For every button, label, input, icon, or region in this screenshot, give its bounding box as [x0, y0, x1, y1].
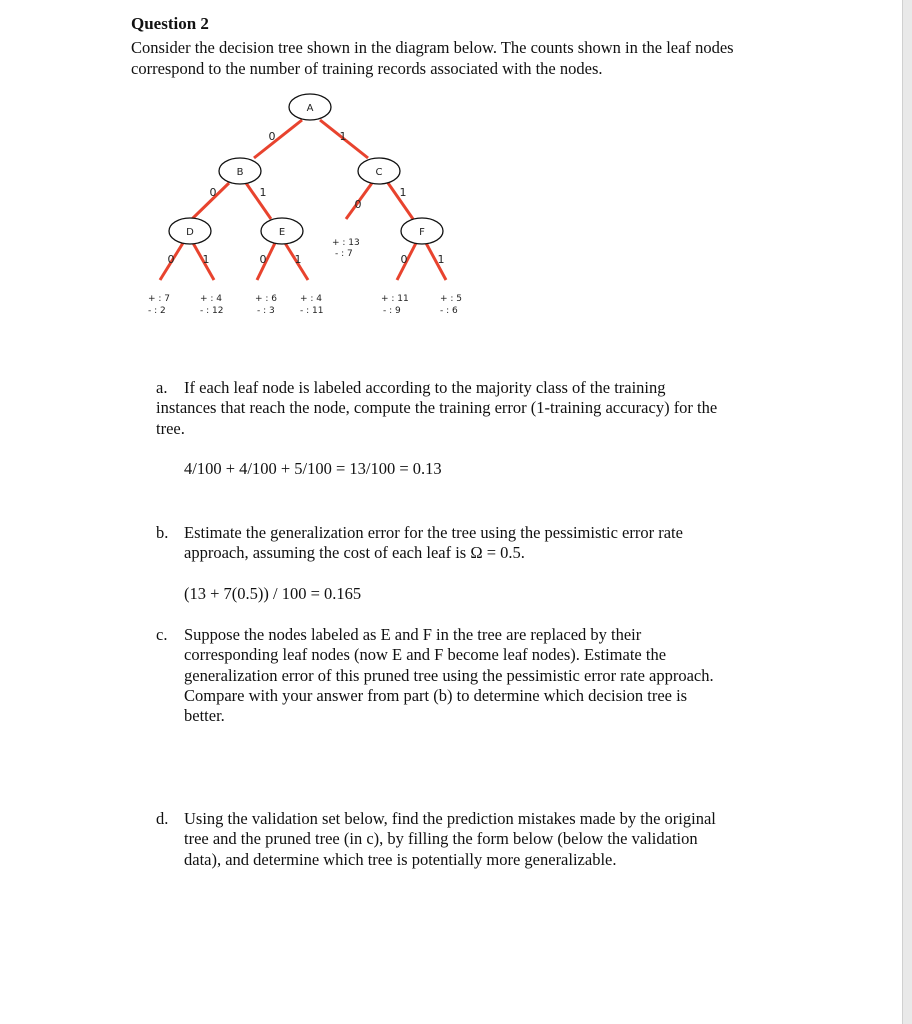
part-b-letter: b.: [156, 523, 169, 542]
question-title: Question 2: [131, 14, 209, 33]
leaf-e0-pos: + : 6: [255, 294, 278, 304]
edge-label-b-e: 1: [259, 186, 267, 199]
part-c-line3: generalization error of this pruned tree using the pessimistic error rate approach.: [184, 666, 714, 685]
edge-label-e-r: 1: [294, 253, 302, 266]
edge-label-a-c: 1: [339, 130, 347, 143]
leaf-f1-neg: - : 6: [440, 306, 458, 316]
part-c-line5: better.: [184, 706, 225, 725]
question-intro: Consider the decision tree shown in the diagram below. The counts shown in the leaf nodes correspond to the number of training records associated with the nodes.: [131, 38, 734, 78]
edge-label-f-r: 1: [437, 253, 445, 266]
part-c-letter: c.: [156, 625, 168, 644]
part-d-line1: Using the validation set below, find the prediction mistakes made by the original: [184, 809, 716, 828]
leaf-d1-neg: - : 12: [200, 306, 224, 316]
part-c-line2: corresponding leaf nodes (now E and F become leaf nodes). Estimate the: [184, 645, 667, 664]
edge-label-a-b: 0: [268, 130, 276, 143]
leaf-d0-neg: - : 2: [148, 306, 166, 316]
leaf-f0-neg: - : 9: [383, 306, 401, 316]
part-d-letter: d.: [156, 809, 169, 828]
node-f-label: F: [419, 227, 425, 238]
node-c-label: C: [375, 167, 383, 178]
leaf-f0-pos: + : 11: [381, 294, 409, 304]
leaf-e1-neg: - : 11: [300, 306, 324, 316]
part-b-line2: approach, assuming the cost of each leaf is Ω = 0.5.: [184, 543, 525, 562]
edge-label-b-d: 0: [209, 186, 217, 199]
part-d-line3: data), and determine which tree is potentially more generalizable.: [184, 850, 617, 869]
node-a-label: A: [306, 103, 314, 114]
node-e-label: E: [278, 227, 286, 238]
edge-label-c-leaf: 0: [354, 198, 362, 211]
part-a-answer: 4/100 + 4/100 + 5/100 = 13/100 = 0.13: [184, 459, 442, 478]
decision-tree-diagram: [0, 0, 912, 340]
part-c-line4: Compare with your answer from part (b) to determine which decision tree is: [184, 686, 688, 705]
part-c-line1: Suppose the nodes labeled as E and F in the tree are replaced by their: [184, 625, 642, 644]
leaf-e0-neg: - : 3: [257, 306, 275, 316]
edge-b-e: [246, 183, 271, 219]
part-b-answer: (13 + 7(0.5)) / 100 = 0.165: [184, 584, 362, 603]
part-d-line2: tree and the pruned tree (in c), by filling the form below (below the validation: [184, 829, 698, 848]
edge-label-c-f: 1: [399, 186, 407, 199]
edge-label-d-l: 0: [167, 253, 175, 266]
leaf-e1-pos: + : 4: [300, 294, 323, 304]
edge-label-d-r: 1: [202, 253, 210, 266]
part-a-line1: If each leaf node is labeled according to the majority class of the training: [184, 378, 666, 397]
edge-a-b: [254, 120, 302, 158]
leaf-d0-pos: + : 7: [148, 294, 171, 304]
node-b-label: B: [236, 167, 244, 178]
leaf-d1-pos: + : 4: [200, 294, 223, 304]
part-a-line2: instances that reach the node, compute the training error (1-training accuracy) for the: [156, 398, 718, 417]
node-d-label: D: [186, 227, 194, 238]
leaf-c0-neg: - : 7: [335, 249, 353, 259]
edge-label-f-l: 0: [400, 253, 408, 266]
part-a-letter: a.: [156, 378, 168, 397]
leaf-f1-pos: + : 5: [440, 294, 463, 304]
edge-label-e-l: 0: [259, 253, 267, 266]
leaf-c0-pos: + : 13: [332, 238, 360, 248]
part-a-line3: tree.: [156, 419, 185, 438]
part-b-line1: Estimate the generalization error for the tree using the pessimistic error rate: [184, 523, 683, 542]
